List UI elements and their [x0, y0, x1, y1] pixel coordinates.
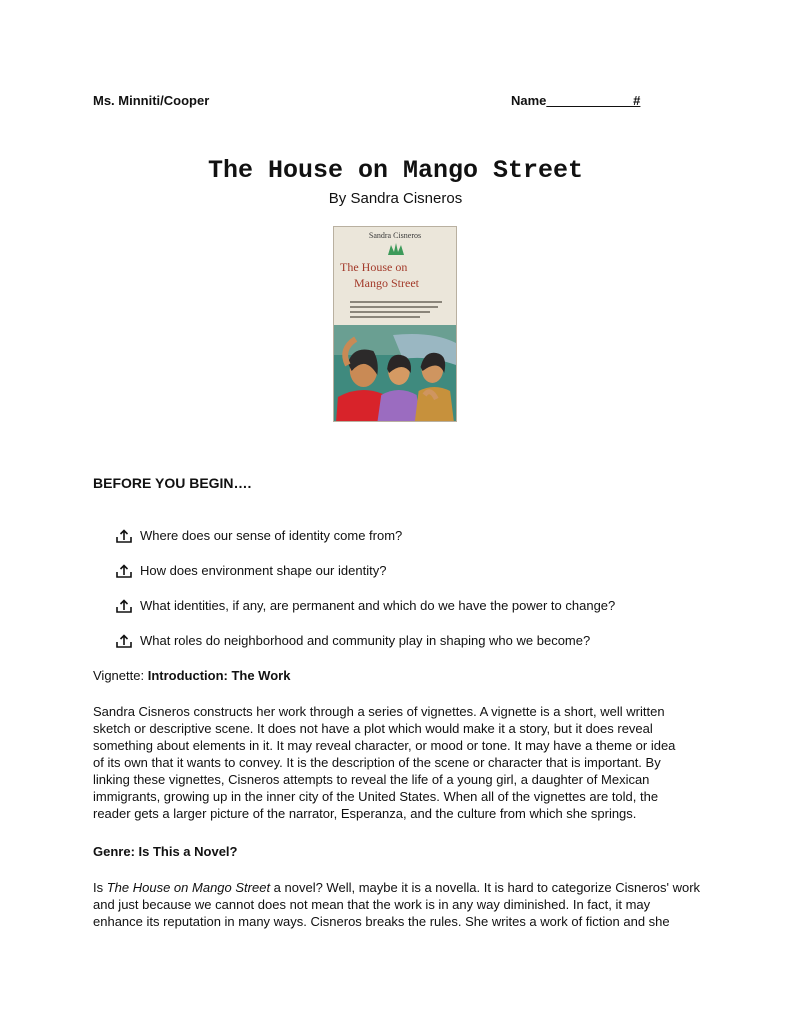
cover-blurb — [350, 301, 442, 321]
paragraph-line: reader gets a larger picture of the narrator, Esperanza, and the culture from which she springs. — [93, 806, 637, 821]
paragraph-line: something about elements in it. It may reveal character, or mood or tone. It may have a theme or idea — [93, 738, 676, 753]
vignette-prefix: Vignette: — [93, 668, 148, 683]
question-item — [116, 633, 590, 648]
cover-plant-icon — [386, 242, 406, 256]
teacher-name: Ms. Minniti/Cooper — [93, 93, 210, 108]
upload-tray-icon — [116, 599, 132, 613]
cover-title — [340, 259, 452, 291]
paragraph-line: linking these vignettes, Cisneros attempts to reveal the life of a young girl, a daughter of Mexican — [93, 772, 650, 787]
cover-painting — [334, 325, 456, 422]
book-title-italic: The House on Mango Street — [106, 880, 271, 895]
paragraph-line: enhance its reputation in many ways. Cisneros breaks the rules. She writes a work of fiction and she — [93, 914, 670, 929]
name-label: Name — [511, 93, 547, 108]
genre-heading: Genre: Is This a Novel? — [93, 844, 238, 859]
paragraph-line: Sandra Cisneros constructs her work through a series of vignettes. A vignette is a short, well written — [93, 704, 665, 719]
document-title: The House on Mango Street — [207, 156, 584, 185]
section-heading: BEFORE YOU BEGIN…. — [93, 475, 252, 491]
vignette-label — [93, 668, 290, 683]
upload-tray-icon — [116, 634, 132, 648]
question-item — [116, 528, 402, 543]
student-name-field — [511, 93, 640, 108]
question-text: Where does our sense of identity come from? — [140, 528, 403, 543]
upload-tray-icon — [116, 564, 132, 578]
name-blank: ____________# — [546, 93, 641, 108]
upload-tray-icon — [116, 529, 132, 543]
book-cover-image — [333, 226, 457, 422]
vignette-title: Introduction: The Work — [147, 668, 291, 683]
cover-title-line1: The House on — [340, 260, 408, 274]
paragraph-line: and just because we cannot does not mean that the work is in any way diminished. In fact, it may — [93, 897, 651, 912]
cover-author: Sandra Cisneros — [368, 231, 422, 240]
genre-paragraph — [93, 879, 703, 930]
byline: By Sandra Cisneros — [328, 190, 463, 207]
question-text: What roles do neighborhood and community play in shaping who we become? — [140, 633, 591, 648]
genre-line1-pre: Is — [93, 880, 107, 895]
paragraph-line: of its own that it wants to convey. It is the description of the scene or character that is important. By — [93, 755, 661, 770]
paragraph-line — [93, 879, 703, 896]
cover-title-line2: Mango Street — [354, 276, 419, 290]
paragraph-line: sketch or descriptive scene. It does not have a plot which would make it a story, but it does reveal — [93, 721, 653, 736]
question-item — [116, 598, 615, 613]
question-text: How does environment shape our identity? — [140, 563, 387, 578]
intro-paragraph — [93, 703, 703, 822]
question-item — [116, 563, 386, 578]
paragraph-line: immigrants, growing up in the inner city of the United States. When all of the vignettes are told, the — [93, 789, 659, 804]
question-text: What identities, if any, are permanent and which do we have the power to change? — [140, 598, 616, 613]
genre-line1-post: a novel? Well, maybe it is a novella. It is hard to categorize Cisneros' work — [270, 880, 701, 895]
